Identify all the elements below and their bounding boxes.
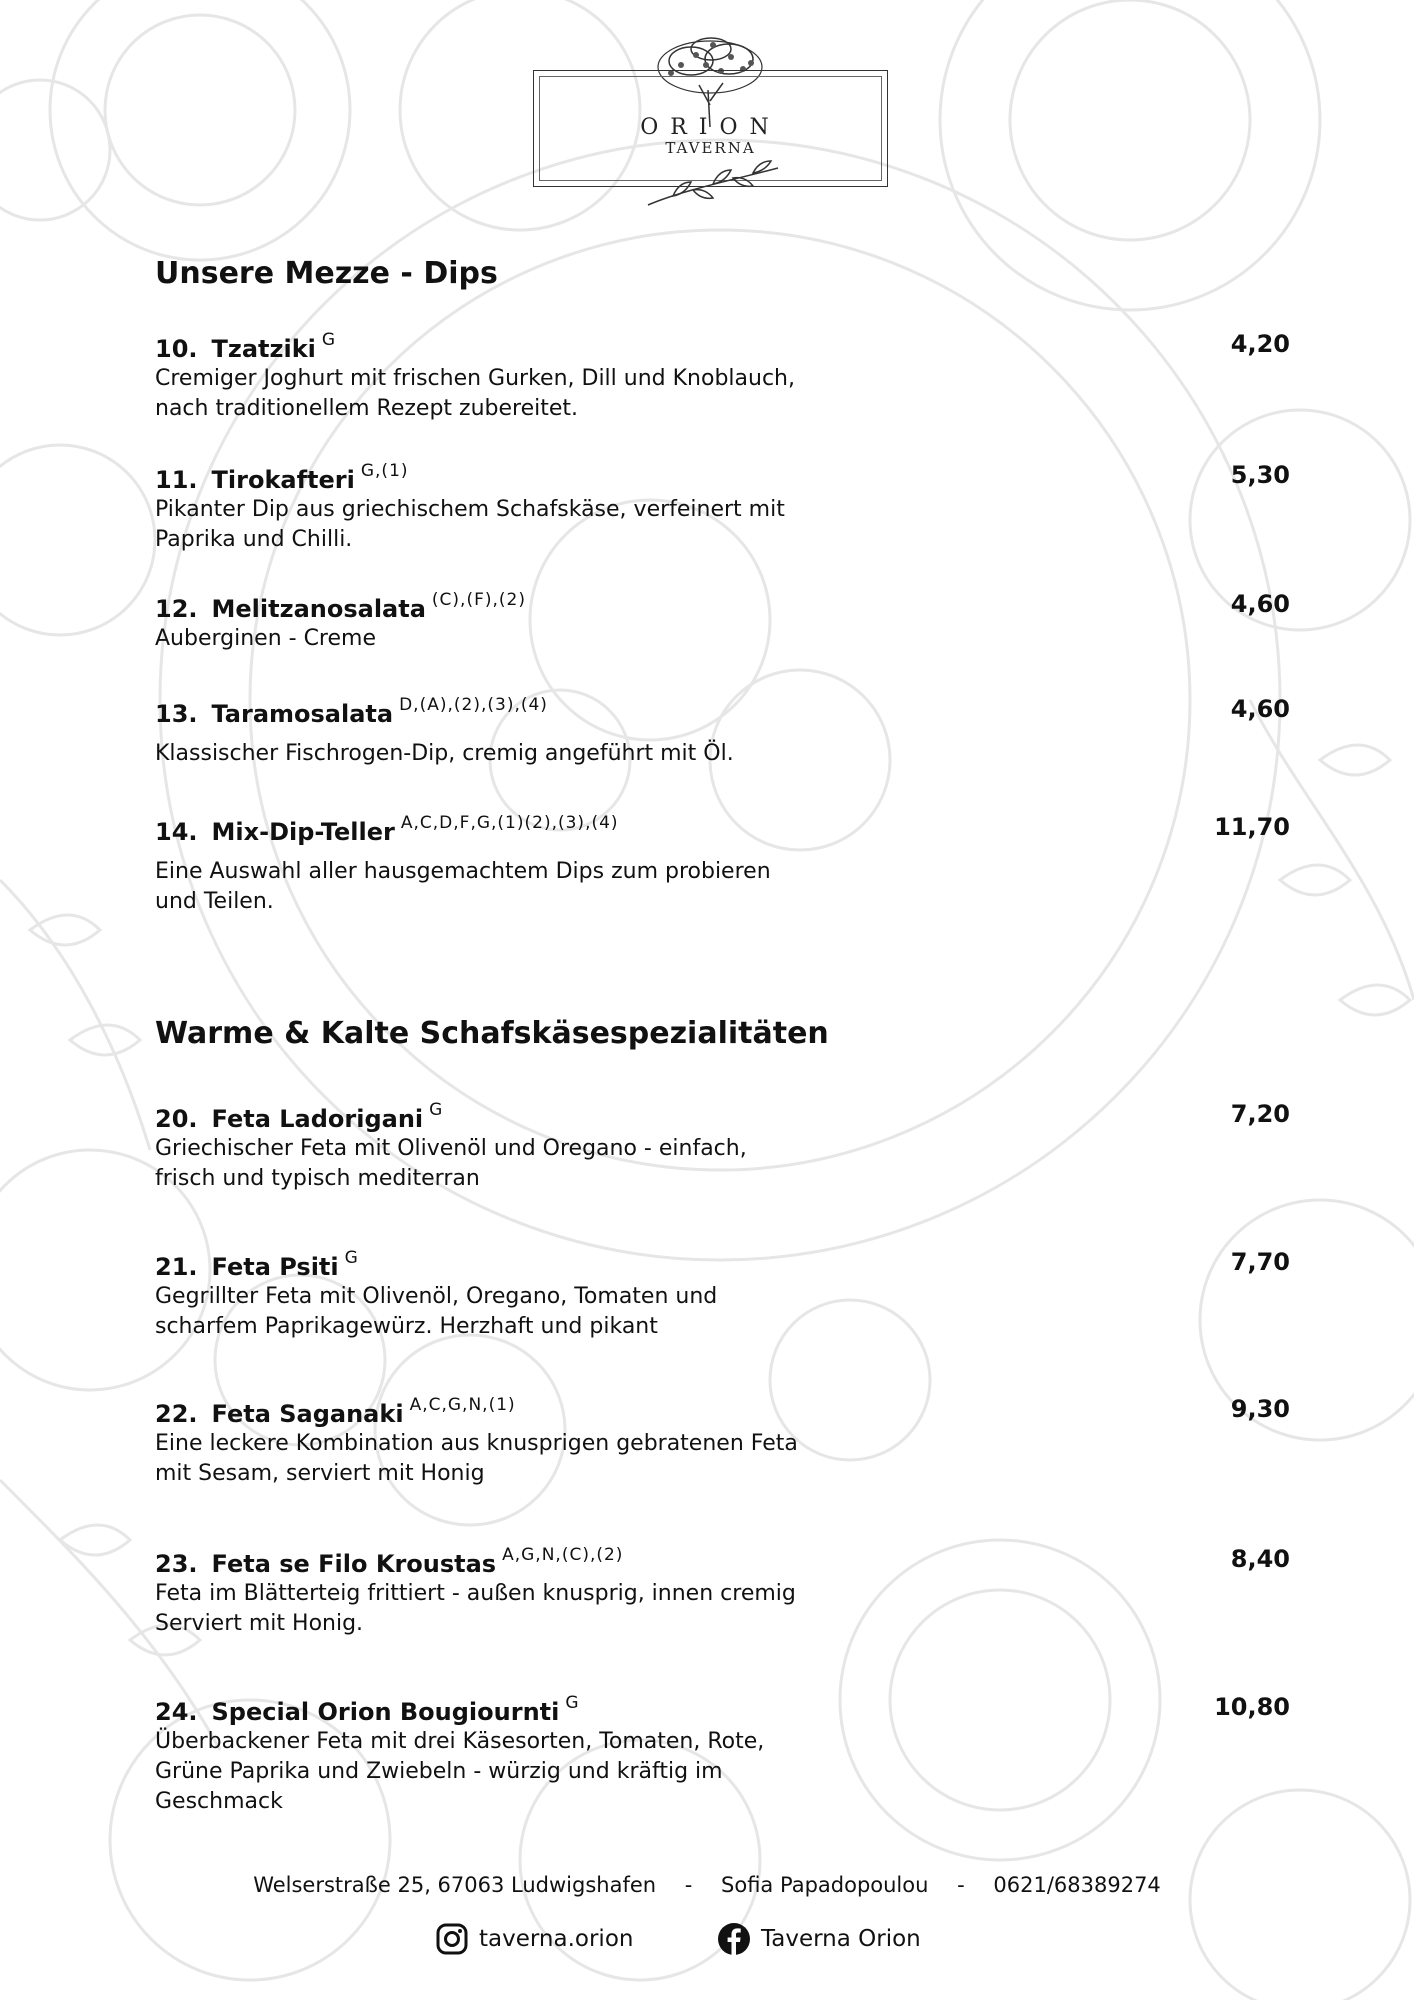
item-name: Tzatziki <box>211 335 316 363</box>
item-number: 22. <box>155 1400 198 1428</box>
item-number: 20. <box>155 1105 198 1133</box>
item-description: Gegrillter Feta mit Olivenöl, Oregano, Tomaten und scharfem Paprikagewürz. Herzhaft und pikant <box>155 1284 718 1339</box>
menu-item-feta-psiti <box>155 1248 1290 1342</box>
item-description: Eine leckere Kombination aus knusprigen gebratenen Feta mit Sesam, serviert mit Honig <box>155 1431 798 1486</box>
item-name: Feta Ladorigani <box>211 1105 424 1133</box>
orion-taverna-logo <box>533 35 888 215</box>
item-name: Feta se Filo Kroustas <box>211 1550 497 1578</box>
item-name: Taramosalata <box>211 700 394 728</box>
item-allergens: G,(1) <box>360 461 409 481</box>
item-price: 4,20 <box>1230 330 1290 358</box>
facebook-link[interactable] <box>717 1922 921 1956</box>
item-number: 14. <box>155 818 198 846</box>
item-allergens: G <box>429 1100 444 1120</box>
item-name: Feta Saganaki <box>211 1400 404 1428</box>
item-description: Überbackener Feta mit drei Käsesorten, Tomaten, Rote, Grüne Paprika und Zwiebeln - würzig und kräftig im Geschmack <box>155 1729 765 1814</box>
item-allergens: A,C,G,N,(1) <box>409 1395 516 1415</box>
item-allergens: (C),(F),(2) <box>431 590 526 610</box>
item-price: 11,70 <box>1214 813 1290 841</box>
item-name: Melitzanosalata <box>211 595 426 623</box>
item-description: Klassischer Fischrogen-Dip, cremig angeführt mit Öl. <box>155 741 734 766</box>
menu-item-taramosalata <box>155 695 1290 769</box>
logo-brand-text: ORION <box>640 115 781 140</box>
olive-branch-icon <box>643 160 783 210</box>
item-price: 7,70 <box>1230 1248 1290 1276</box>
item-allergens: A,C,D,F,G,(1)(2),(3),(4) <box>400 813 619 833</box>
instagram-link[interactable] <box>435 1922 633 1956</box>
item-allergens: G <box>321 330 337 350</box>
item-price: 5,30 <box>1230 461 1290 489</box>
item-price: 4,60 <box>1230 695 1290 723</box>
footer-separator: - <box>684 1873 693 1897</box>
item-number: 12. <box>155 595 198 623</box>
footer-contact <box>0 1873 1414 1897</box>
item-allergens: A,G,N,(C),(2) <box>502 1545 624 1565</box>
menu-item-tirokafteri <box>155 461 1290 555</box>
item-number: 24. <box>155 1698 198 1726</box>
item-number: 10. <box>155 335 198 363</box>
item-price: 4,60 <box>1230 590 1290 618</box>
item-price: 8,40 <box>1230 1545 1290 1573</box>
item-description: Eine Auswahl aller hausgemachtem Dips zum probieren und Teilen. <box>155 859 771 914</box>
footer-owner: Sofia Papadopoulou <box>721 1873 929 1897</box>
facebook-handle: Taverna Orion <box>761 1926 921 1952</box>
item-allergens: D,(A),(2),(3),(4) <box>399 695 548 715</box>
item-description: Auberginen - Creme <box>155 626 376 651</box>
item-number: 13. <box>155 700 198 728</box>
menu-item-mix-dip-teller <box>155 813 1290 917</box>
menu-item-feta-ladorigani <box>155 1100 1290 1194</box>
facebook-icon <box>717 1922 751 1956</box>
menu-item-feta-saganaki <box>155 1395 1290 1489</box>
item-allergens: G <box>344 1248 359 1268</box>
section-title-feta: Warme & Kalte Schafskäsespezialitäten <box>155 1016 829 1051</box>
footer-separator: - <box>957 1873 965 1897</box>
menu-item-melitzanosalata <box>155 590 1290 654</box>
item-number: 11. <box>155 466 198 494</box>
item-name: Tirokafteri <box>211 466 355 494</box>
instagram-handle: taverna.orion <box>479 1926 634 1952</box>
item-price: 7,20 <box>1230 1100 1290 1128</box>
menu-item-tzatziki <box>155 330 1290 424</box>
item-price: 9,30 <box>1230 1395 1290 1423</box>
item-description: Griechischer Feta mit Olivenöl und Oregano - einfach, frisch und typisch mediterran <box>155 1136 747 1191</box>
item-name: Mix-Dip-Teller <box>211 818 395 846</box>
logo-subtitle: TAVERNA <box>665 139 756 157</box>
menu-item-feta-se-filo-kroustas <box>155 1545 1290 1639</box>
menu-item-special-orion-bougiournti <box>155 1693 1290 1817</box>
item-description: Cremiger Joghurt mit frischen Gurken, Dill und Knoblauch, nach traditionellem Rezept zubereitet. <box>155 366 795 421</box>
footer-social <box>0 1922 1414 1962</box>
footer-address: Welserstraße 25, 67063 Ludwigshafen <box>253 1873 657 1897</box>
item-allergens: G <box>565 1693 580 1713</box>
item-name: Feta Psiti <box>211 1253 339 1281</box>
item-number: 23. <box>155 1550 198 1578</box>
instagram-icon <box>435 1922 469 1956</box>
item-price: 10,80 <box>1214 1693 1290 1721</box>
item-description: Feta im Blätterteig frittiert - außen knusprig, innen cremig Serviert mit Honig. <box>155 1581 796 1636</box>
item-name: Special Orion Bougiournti <box>211 1698 560 1726</box>
item-number: 21. <box>155 1253 198 1281</box>
section-title-dips: Unsere Mezze - Dips <box>155 256 498 291</box>
item-description: Pikanter Dip aus griechischem Schafskäse, verfeinert mit Paprika und Chilli. <box>155 497 785 552</box>
footer-phone: 0621/68389274 <box>993 1873 1161 1897</box>
